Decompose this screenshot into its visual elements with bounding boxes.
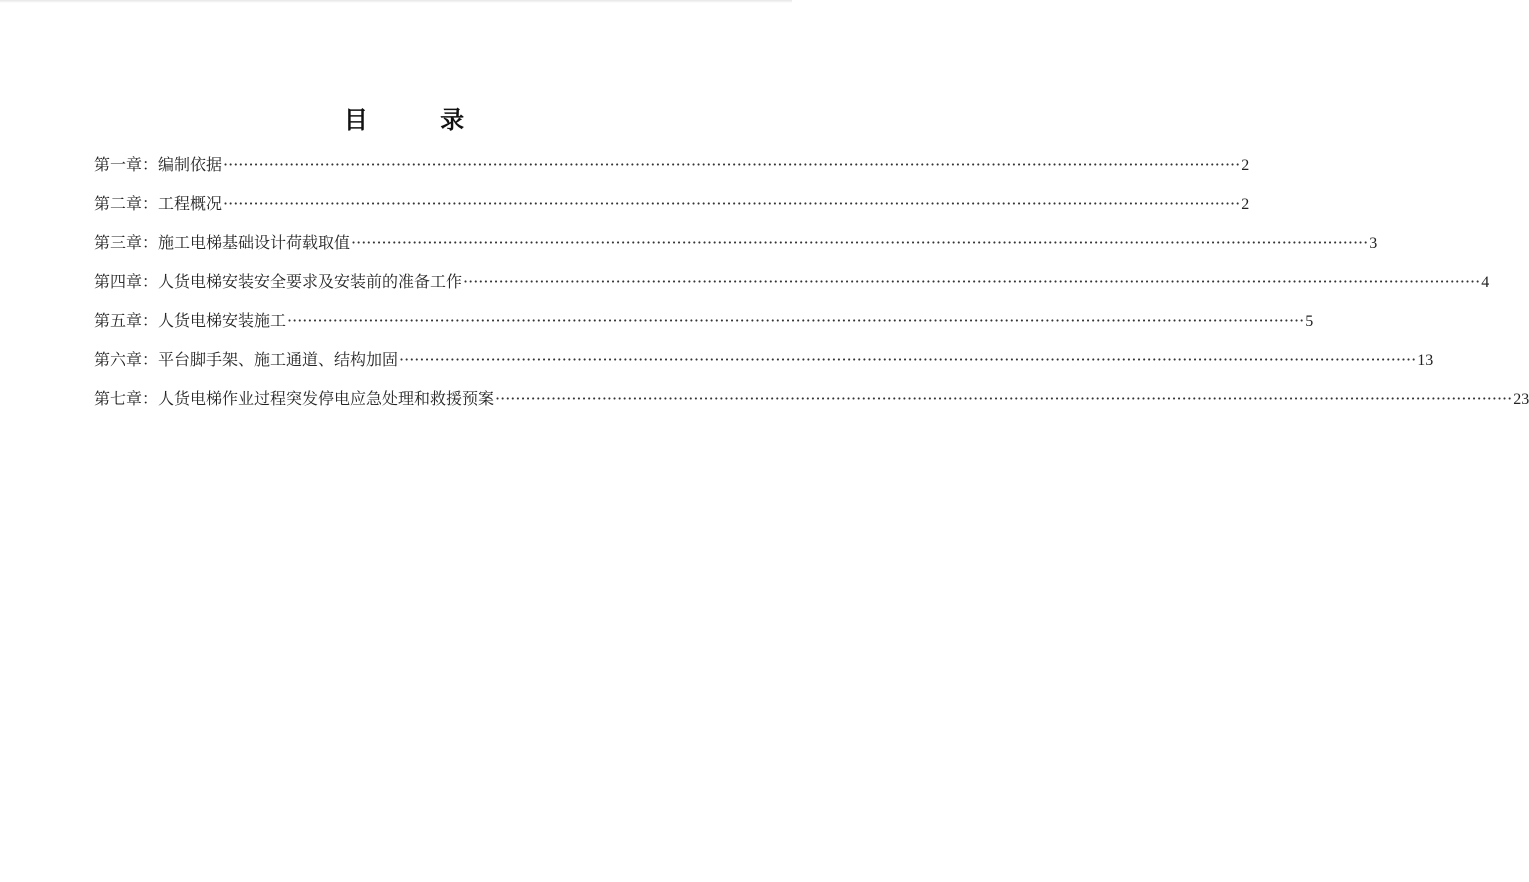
toc-chapter-number: 第五章： [94,311,159,330]
toc-dot-leader: ········································································································································································································ [223,194,1241,213]
toc-page-number: 5 [1305,313,1314,330]
toc-page-number: 13 [1417,352,1434,369]
toc-entry [94,191,1250,230]
table-of-contents [94,152,1529,425]
toc-entry [94,230,1378,269]
toc-entry [94,269,1490,308]
toc-chapter-number: 第六章： [94,350,159,369]
toc-chapter-number: 第四章： [94,272,159,291]
toc-chapter-title: 人货电梯安装安全要求及安装前的准备工作 [158,272,463,291]
toc-dot-leader: ········································································································································································································ [399,350,1417,369]
toc-dot-leader: ········································································································································································································ [495,389,1513,408]
toc-chapter-number: 第一章： [94,155,159,174]
toc-dot-leader: ········································································································································································································ [351,233,1369,252]
toc-entry [94,347,1434,386]
toc-dot-leader: ········································································································································································································ [223,155,1241,174]
toc-chapter-title: 施工电梯基础设计荷载取值 [158,233,351,252]
toc-chapter-title: 平台脚手架、施工通道、结构加固 [158,350,399,369]
toc-page-number: 2 [1241,196,1250,213]
toc-entry [94,386,1529,425]
toc-entry [94,152,1250,191]
toc-chapter-title: 人货电梯安装施工 [158,311,287,330]
toc-chapter-number: 第二章： [94,194,159,213]
toc-entry [94,308,1314,347]
page-top-edge [0,0,792,3]
toc-title: 目 录 [343,106,497,134]
toc-page-number: 23 [1513,391,1529,408]
toc-page-number: 4 [1481,274,1490,291]
toc-chapter-title: 人货电梯作业过程突发停电应急处理和救援预案 [158,389,495,408]
toc-chapter-title: 工程概况 [158,194,223,213]
toc-chapter-title: 编制依据 [158,155,223,174]
toc-dot-leader: ········································································································································································································ [287,311,1305,330]
toc-page-number: 3 [1369,235,1378,252]
toc-chapter-number: 第三章： [94,233,159,252]
toc-dot-leader: ········································································································································································································ [463,272,1481,291]
toc-page-number: 2 [1241,157,1250,174]
toc-chapter-number: 第七章： [94,389,159,408]
